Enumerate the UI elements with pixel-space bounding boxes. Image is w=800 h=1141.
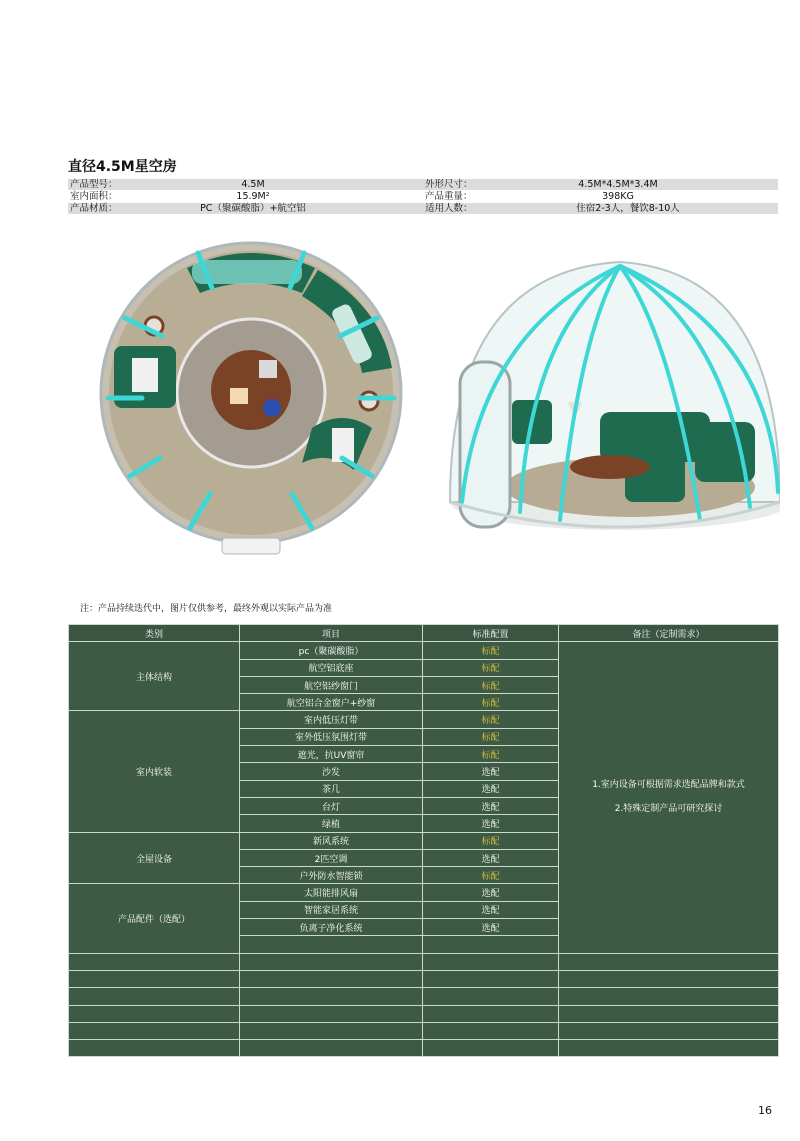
table-row: [69, 642, 779, 659]
spec-value: PC（聚碳酸脂）+航空铝: [200, 203, 306, 214]
spec-value: 4.5M*4.5M*3.4M: [578, 179, 658, 190]
item-cell: 新风系统: [240, 832, 423, 849]
page-title: 直径4.5M星空房: [68, 159, 177, 175]
page-number: 16: [758, 1104, 772, 1117]
header-item: 项目: [240, 625, 423, 642]
standard-cell: [423, 936, 559, 953]
empty-row: [69, 970, 779, 987]
dome-perspective-image: [440, 252, 780, 542]
standard-cell: 标配: [423, 694, 559, 711]
standard-cell: 选配: [423, 780, 559, 797]
standard-cell: 标配: [423, 711, 559, 728]
spec-value: 住宿2-3人，餐饮8-10人: [576, 203, 680, 214]
empty-row: [69, 988, 779, 1005]
spec-row: [68, 191, 778, 202]
item-cell: 负离子净化系统: [240, 919, 423, 936]
item-cell: 智能家居系统: [240, 901, 423, 918]
item-cell: [240, 936, 423, 953]
disclaimer-note: 注：产品持续迭代中，图片仅供参考，最终外观以实际产品为准: [80, 604, 333, 614]
empty-row: [69, 953, 779, 970]
item-cell: 沙发: [240, 763, 423, 780]
spec-label: 产品重量：: [425, 191, 473, 202]
standard-cell: 标配: [423, 746, 559, 763]
standard-cell: 选配: [423, 763, 559, 780]
item-cell: 室内低压灯带: [240, 711, 423, 728]
category-cell: 产品配件（选配）: [69, 884, 240, 953]
remark-line: [559, 791, 778, 803]
spec-label: 适用人数：: [425, 203, 473, 214]
item-cell: pc（聚碳酸脂）: [240, 642, 423, 659]
standard-cell: 标配: [423, 676, 559, 693]
remarks-cell: [559, 642, 779, 953]
standard-cell: 标配: [423, 867, 559, 884]
standard-cell: 选配: [423, 884, 559, 901]
standard-cell: 标配: [423, 642, 559, 659]
spec-label: 产品材质：: [70, 203, 118, 214]
category-cell: 室内软装: [69, 711, 240, 832]
spec-label: 外形尺寸：: [425, 179, 473, 190]
item-cell: 室外低压氛围灯带: [240, 728, 423, 745]
item-cell: 户外防水智能锁: [240, 867, 423, 884]
spec-value: 398KG: [602, 191, 634, 202]
dome-top-view-image: [92, 238, 410, 566]
spec-value: 15.9M²: [236, 191, 270, 202]
standard-cell: 选配: [423, 849, 559, 866]
spec-value: 4.5M: [241, 179, 265, 190]
remark-line: 2.特殊定制产品可研究探讨: [614, 804, 723, 815]
item-cell: 航空铝纱窗门: [240, 676, 423, 693]
category-cell: 主体结构: [69, 642, 240, 711]
standard-cell: 标配: [423, 728, 559, 745]
spec-row: [68, 179, 778, 190]
item-cell: 航空铝底座: [240, 659, 423, 676]
standard-cell: 标配: [423, 832, 559, 849]
standard-cell: 选配: [423, 815, 559, 832]
spec-row: [68, 203, 778, 214]
item-cell: 茶几: [240, 780, 423, 797]
header-category: 类别: [69, 625, 240, 642]
empty-row: [69, 1022, 779, 1039]
empty-row: [69, 1040, 779, 1057]
item-cell: 航空铝合金窗户+纱窗: [240, 694, 423, 711]
standard-cell: 选配: [423, 919, 559, 936]
header-remarks: 备注（定制需求）: [559, 625, 779, 642]
empty-row: [69, 1005, 779, 1022]
standard-cell: 标配: [423, 659, 559, 676]
remark-line: 1.室内设备可根据需求选配品牌和款式: [592, 780, 745, 791]
item-cell: 台灯: [240, 797, 423, 814]
spec-label: 室内面积：: [70, 191, 118, 202]
item-cell: 绿植: [240, 815, 423, 832]
config-table: [68, 624, 779, 1057]
item-cell: 遮光，抗UV窗帘: [240, 746, 423, 763]
item-cell: 2匹空调: [240, 849, 423, 866]
standard-cell: 选配: [423, 901, 559, 918]
standard-cell: 选配: [423, 797, 559, 814]
header-standard: 标准配置: [423, 625, 559, 642]
table-header-row: [69, 625, 779, 642]
spec-label: 产品型号：: [70, 179, 118, 190]
category-cell: 全屋设备: [69, 832, 240, 884]
item-cell: 太阳能排风扇: [240, 884, 423, 901]
